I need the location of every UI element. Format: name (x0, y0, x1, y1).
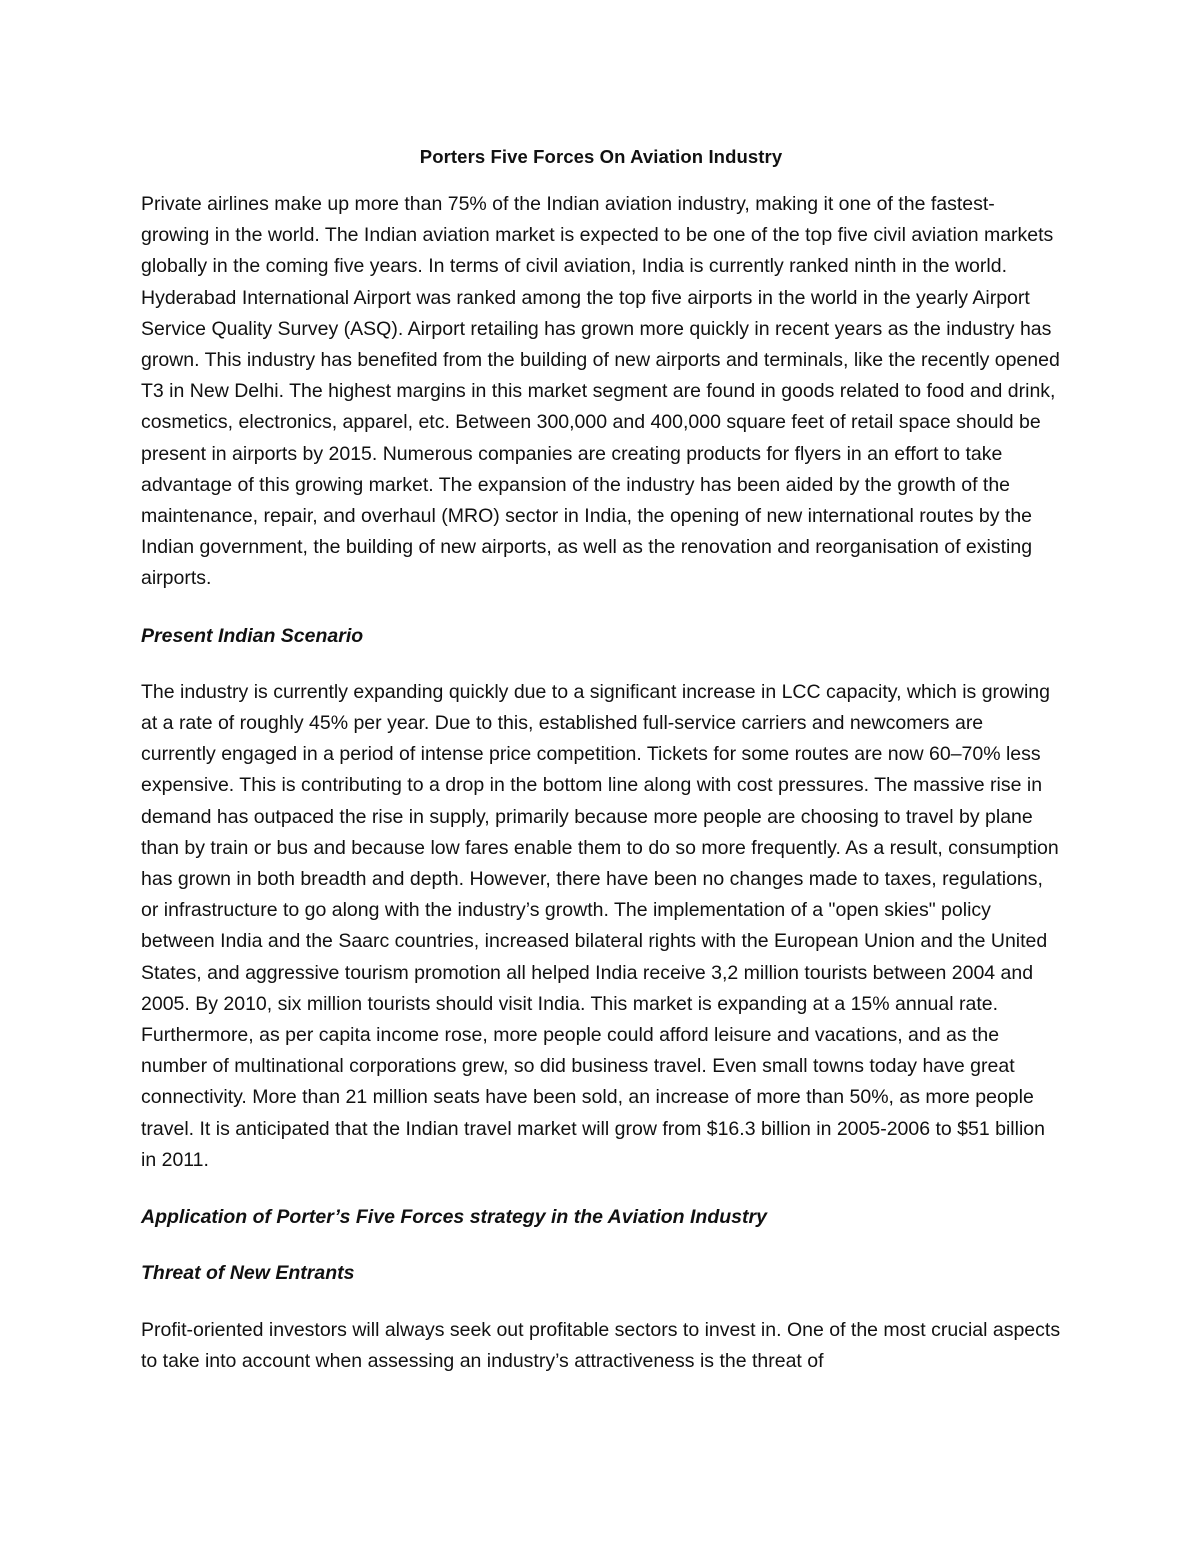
scenario-paragraph: The industry is currently expanding quickly due to a significant increase in LCC capacity, which is growing at a rate of roughly 45% per year. Due to this, established full-service carriers and newcomers are currently engaged in a period of intense price competition. Tickets for some routes are now 60–70% less expensive. This is contributing to a drop in the bottom line along with cost pressures. The massive rise in demand has outpaced the rise in supply, primarily because more people are choosing to travel by plane than by train or bus and because low fares enable them to do so more frequently. As a result, consumption has grown in both breadth and depth. However, there have been no changes made to taxes, regulations, or infrastructure to go along with the industry’s growth. The implementation of a "open skies" policy between India and the Saarc countries, increased bilateral rights with the European Union and the United States, and aggressive tourism promotion all helped India receive 3,2 million tourists between 2004 and 2005. By 2010, six million tourists should visit India. This market is expanding at a 15% annual rate. Furthermore, as per capita income rose, more people could afford leisure and vacations, and as the number of multinational corporations grew, so did business travel. Even small towns today have great connectivity. More than 21 million seats have been sold, an increase of more than 50%, as more people travel. It is anticipated that the Indian travel market will grow from $16.3 billion in 2005-2006 to $51 billion in 2011. (141, 680, 1059, 1171)
document-page (141, 143, 1061, 1403)
heading-application-five-forces: Application of Porter’s Five Forces strategy in the Aviation Industry (141, 1206, 767, 1229)
heading-threat-of-new-entrants: Threat of New Entrants (141, 1262, 355, 1285)
threat-paragraph: Profit-oriented investors will always seek out profitable sectors to invest in. One of the most crucial aspects to take into account when assessing an industry’s attractiveness is the threat of (141, 1318, 1061, 1372)
intro-paragraph: Private airlines make up more than 75% of the Indian aviation industry, making it one of the fastest-growing in the world. The Indian aviation market is expected to be one of the top five civil aviation markets globally in the coming five years. In terms of civil aviation, India is currently ranked ninth in the world. Hyderabad International Airport was ranked among the top five airports in the world in the yearly Airport Service Quality Survey (ASQ). Airport retailing has grown more quickly in recent years as the industry has grown. This industry has benefited from the building of new airports and terminals, like the recently opened T3 in New Delhi. The highest margins in this market segment are found in goods related to food and drink, cosmetics, electronics, apparel, etc. Between 300,000 and 400,000 square feet of retail space should be present in airports by 2015. Numerous companies are creating products for flyers in an effort to take advantage of this growing market. The expansion of the industry has been aided by the growth of the maintenance, repair, and overhaul (MRO) sector in India, the opening of new international routes by the Indian government, the building of new airports, as well as the renovation and reorganisation of existing airports. (141, 193, 1060, 590)
document-title: Porters Five Forces On Aviation Industry (419, 146, 783, 167)
heading-present-indian-scenario: Present Indian Scenario (141, 624, 364, 647)
